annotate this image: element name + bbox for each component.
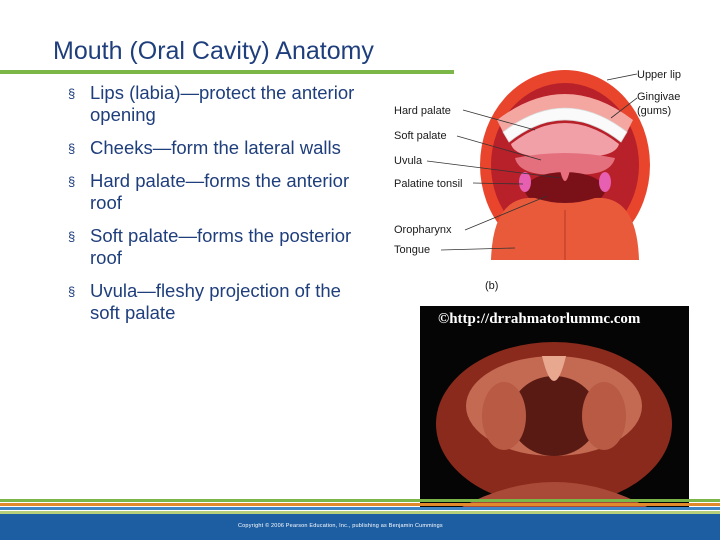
bullet-item <box>68 137 368 159</box>
bullet-text: Soft palate—forms the posterior roof <box>90 225 352 268</box>
bullet-marker-icon: § <box>68 86 76 101</box>
label-gingivae: Gingivae <box>637 91 681 103</box>
label-tongue: Tongue <box>394 244 431 256</box>
label-panel-b: (b) <box>485 280 499 292</box>
footer-stripe <box>0 507 720 510</box>
photo-tonsil-right-shape <box>582 382 626 450</box>
bullet-item <box>68 82 368 126</box>
label-gums: (gums) <box>637 105 672 117</box>
footer-stripe <box>0 499 720 502</box>
photo-tonsil-left-shape <box>482 382 526 450</box>
bullet-item <box>68 170 368 214</box>
palatine-tonsil-right-shape <box>599 172 611 192</box>
bullet-marker-icon: § <box>68 174 76 189</box>
label-oropharynx: Oropharynx <box>394 224 452 236</box>
bullet-text: Uvula—fleshy projection of the soft palate <box>90 280 341 323</box>
bullet-text: Hard palate—forms the anterior roof <box>90 170 350 213</box>
bullet-marker-icon: § <box>68 284 76 299</box>
label-hard-palate: Hard palate <box>394 105 451 117</box>
label-uvula: Uvula <box>394 155 423 167</box>
bullet-marker-icon: § <box>68 229 76 244</box>
oral-cavity-photo-graphic <box>420 306 689 508</box>
leader-line <box>607 74 637 80</box>
mouth-anatomy-diagram <box>375 60 720 300</box>
palatine-tonsil-left-shape <box>519 172 531 192</box>
bullet-text: Cheeks—form the lateral walls <box>90 137 341 158</box>
footer-stripe <box>0 503 720 506</box>
label-soft-palate: Soft palate <box>394 130 447 142</box>
oral-cavity-photo <box>420 306 689 508</box>
bullet-marker-icon: § <box>68 141 76 156</box>
bullet-list <box>68 82 368 335</box>
label-palatine-tonsil: Palatine tonsil <box>394 178 463 190</box>
label-upper-lip: Upper lip <box>637 69 682 81</box>
copyright-notice: Copyright © 2006 Pearson Education, Inc., publishing as Benjamin Cummings <box>238 523 443 529</box>
bullet-text: Lips (labia)—protect the anterior opening <box>90 82 355 125</box>
footer-stripes <box>0 498 720 514</box>
bullet-item <box>68 225 368 269</box>
photo-watermark: ©http://drrahmatorlummc.com <box>438 311 641 327</box>
bullet-item <box>68 280 368 324</box>
slide-title: Mouth (Oral Cavity) Anatomy <box>53 37 374 65</box>
